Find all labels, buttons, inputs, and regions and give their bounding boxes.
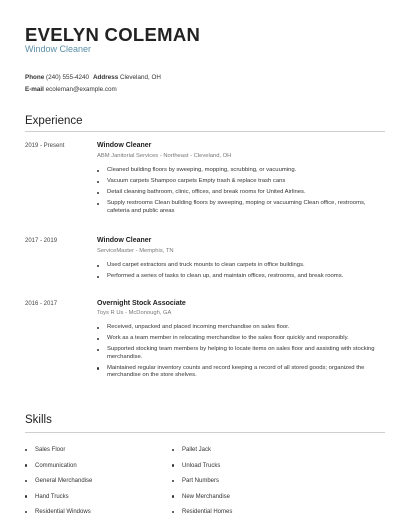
skill-item: Part Numbers: [172, 477, 322, 493]
skill-item: Residential Windows: [25, 508, 175, 524]
list-item: Maintained regular inventory counts and record keeping a record of all stored goods; organized the merchandise on the store shelves.: [97, 365, 387, 380]
list-item: Performed a series of tasks to clean up, and maintain offices, restrooms, and break rooms.: [97, 273, 387, 281]
skill-item: Hand Trucks: [25, 493, 175, 509]
list-item: Used carpet extractors and truck mounts to clean carpets in office buildings.: [97, 262, 387, 270]
job-bullets: [97, 262, 387, 284]
skill-item: Residential Homes: [172, 508, 322, 524]
skills-divider: [25, 432, 385, 433]
list-item: Vacuum carpets Shampoo carpets Empty trash & replace trash cans: [97, 178, 387, 186]
contact-address: [93, 74, 161, 81]
job-company: ServiceMaster - Memphis, TN: [97, 248, 174, 254]
skills-heading: Skills: [25, 414, 52, 426]
job-bullets: [97, 167, 387, 219]
skill-item: Sales Floor: [25, 446, 175, 462]
address-value: Cleveland, OH: [119, 74, 161, 81]
list-item: Supply restrooms Clean building floors by sweeping, moping or vacuuming Clean office, restrooms, cafeteria and public areas: [97, 200, 387, 215]
skill-item: Communication: [25, 462, 175, 478]
job-dates: 2016 - 2017: [25, 301, 58, 307]
contact-phone: [25, 74, 89, 81]
skill-item: Pallet Jack: [172, 446, 322, 462]
list-item: Work as a team member in relocating merchandise to the sales floor quickly and responsibly.: [97, 335, 387, 343]
contact-email: [25, 86, 117, 93]
job-title: Window Cleaner: [97, 237, 152, 244]
phone-value: (240) 555-4240: [46, 74, 90, 81]
list-item: Received, unpacked and placed incoming merchandise on sales floor.: [97, 324, 387, 332]
job-bullets: [97, 324, 387, 383]
skills-list-left: [25, 446, 175, 524]
skill-item: New Merchandise: [172, 493, 322, 509]
skill-item: Unload Trucks: [172, 462, 322, 478]
skill-item: General Merchandise: [25, 477, 175, 493]
list-item: Detail cleaning bathroom, clinic, offices, and break rooms for United Airlines.: [97, 189, 387, 197]
email-value: ecoleman@example.com: [45, 86, 117, 93]
email-label: E-mail: [25, 86, 44, 93]
candidate-name: EVELYN COLEMAN: [25, 24, 201, 45]
job-dates: 2017 - 2019: [25, 238, 58, 244]
job-company: ABM Janitorial Services - Northeast - Cleveland, OH: [97, 153, 232, 159]
experience-heading: Experience: [25, 115, 83, 127]
job-company: Toys R Us - McDonough, GA: [97, 310, 172, 316]
phone-label: Phone: [25, 74, 45, 81]
experience-divider: [25, 131, 385, 132]
job-title: Window Cleaner: [97, 142, 152, 149]
skills-list-right: [172, 446, 322, 524]
address-label: Address: [93, 74, 119, 81]
job-title: Overnight Stock Associate: [97, 300, 186, 307]
list-item: Cleaned building floors by sweeping, mopping, scrubbing, or vacuuming.: [97, 167, 387, 175]
list-item: Supported stocking team members by helping to locate items on sales floor and assisting with stocking merchandise.: [97, 346, 387, 361]
candidate-title: Window Cleaner: [25, 44, 92, 54]
job-dates: 2019 - Present: [25, 143, 65, 149]
